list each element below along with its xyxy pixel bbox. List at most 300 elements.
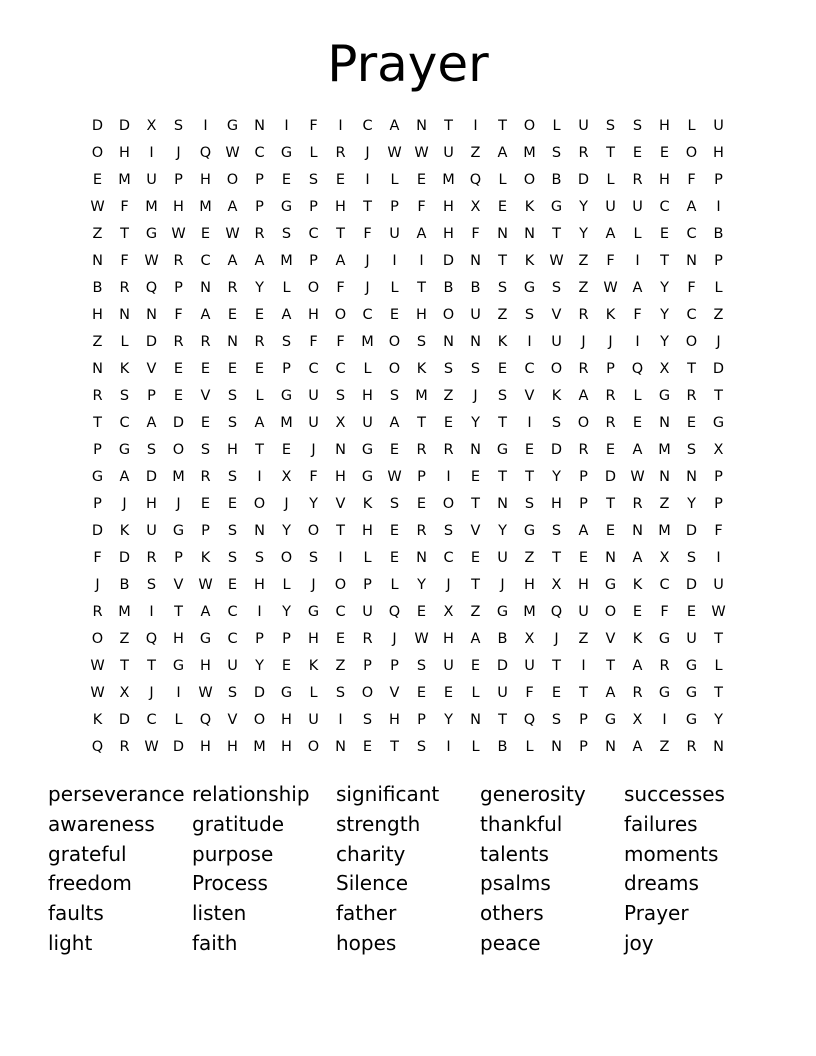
- grid-letter: G: [172, 658, 185, 674]
- grid-letter: U: [146, 172, 157, 188]
- grid-row: [84, 734, 732, 761]
- grid-letter: A: [632, 280, 643, 296]
- grid-letter: W: [387, 145, 402, 161]
- grid-letter: G: [685, 685, 698, 701]
- grid-letter: G: [226, 118, 239, 134]
- grid-letter: I: [446, 739, 451, 755]
- grid-letter: C: [119, 415, 130, 431]
- grid-letter: E: [227, 577, 238, 593]
- grid-letter: D: [604, 469, 617, 485]
- grid-letter: H: [335, 199, 346, 215]
- grid-letter: F: [417, 199, 426, 215]
- word-list-item: generosity: [480, 782, 586, 806]
- grid-row: [84, 518, 732, 545]
- grid-letter: O: [91, 145, 104, 161]
- grid-letter: I: [338, 712, 343, 728]
- grid-letter: G: [280, 199, 293, 215]
- grid-letter: U: [713, 577, 724, 593]
- grid-letter: C: [362, 118, 373, 134]
- grid-letter: J: [716, 334, 721, 350]
- grid-letter: F: [363, 226, 372, 242]
- grid-letter: R: [578, 361, 589, 377]
- word-list-item: failures: [624, 811, 698, 836]
- grid-letter: I: [716, 199, 721, 215]
- grid-letter: K: [632, 577, 643, 593]
- grid-letter: M: [442, 172, 455, 188]
- grid-letter: G: [118, 442, 131, 458]
- grid-letter: L: [363, 361, 372, 377]
- grid-letter: I: [176, 685, 181, 701]
- grid-row: [84, 653, 732, 680]
- grid-letter: F: [687, 172, 696, 188]
- grid-letter: X: [659, 361, 670, 377]
- grid-letter: H: [281, 712, 292, 728]
- grid-letter: S: [551, 415, 562, 431]
- grid-letter: Z: [578, 631, 589, 647]
- grid-letter: W: [414, 631, 429, 647]
- grid-letter: S: [227, 523, 238, 539]
- grid-letter: Y: [255, 280, 264, 296]
- grid-letter: L: [390, 577, 399, 593]
- grid-letter: E: [389, 442, 400, 458]
- grid-letter: Y: [579, 199, 588, 215]
- grid-letter: K: [92, 712, 103, 728]
- grid-letter: G: [658, 631, 671, 647]
- grid-letter: N: [146, 307, 157, 323]
- grid-letter: O: [91, 631, 104, 647]
- grid-letter: M: [415, 388, 428, 404]
- grid-letter: A: [227, 253, 238, 269]
- word-list-item: talents: [480, 841, 549, 866]
- grid-letter: S: [227, 685, 238, 701]
- grid-letter: W: [171, 226, 186, 242]
- grid-row: [84, 626, 732, 653]
- grid-letter: U: [524, 658, 535, 674]
- grid-letter: P: [255, 631, 264, 647]
- grid-letter: G: [685, 712, 698, 728]
- grid-letter: H: [443, 199, 454, 215]
- grid-letter: A: [632, 550, 643, 566]
- grid-letter: E: [200, 226, 211, 242]
- grid-letter: L: [687, 118, 696, 134]
- grid-row: [84, 437, 732, 464]
- grid-letter: H: [146, 496, 157, 512]
- grid-letter: U: [389, 226, 400, 242]
- grid-letter: P: [363, 577, 372, 593]
- grid-letter: R: [254, 226, 265, 242]
- grid-letter: A: [578, 388, 589, 404]
- grid-letter: N: [470, 442, 481, 458]
- grid-letter: P: [714, 253, 723, 269]
- grid-letter: P: [174, 280, 183, 296]
- grid-letter: J: [176, 145, 181, 161]
- grid-letter: F: [606, 253, 615, 269]
- grid-letter: C: [686, 307, 697, 323]
- grid-letter: R: [119, 280, 130, 296]
- grid-letter: R: [416, 523, 427, 539]
- grid-letter: S: [173, 118, 184, 134]
- grid-letter: N: [713, 739, 724, 755]
- grid-letter: B: [119, 577, 130, 593]
- grid-letter: Q: [145, 280, 158, 296]
- grid-letter: H: [254, 577, 265, 593]
- grid-letter: S: [335, 388, 346, 404]
- word-list-item: purpose: [192, 841, 274, 866]
- grid-row: [84, 194, 732, 221]
- grid-row: [84, 491, 732, 518]
- grid-letter: M: [361, 334, 374, 350]
- grid-letter: F: [336, 280, 345, 296]
- word-list-item: strength: [336, 811, 421, 836]
- grid-letter: N: [605, 550, 616, 566]
- grid-letter: Z: [524, 550, 535, 566]
- grid-letter: S: [632, 118, 643, 134]
- grid-letter: L: [471, 739, 480, 755]
- grid-row: [84, 383, 732, 410]
- word-list-item: light: [48, 930, 93, 955]
- grid-letter: A: [632, 658, 643, 674]
- grid-letter: X: [146, 118, 157, 134]
- grid-letter: S: [227, 469, 238, 485]
- grid-letter: C: [146, 712, 157, 728]
- grid-letter: N: [632, 523, 643, 539]
- grid-letter: H: [362, 388, 373, 404]
- grid-letter: S: [686, 550, 697, 566]
- grid-letter: B: [92, 280, 103, 296]
- grid-letter: F: [309, 469, 318, 485]
- grid-letter: Z: [713, 307, 724, 323]
- grid-letter: N: [497, 226, 508, 242]
- grid-letter: C: [443, 550, 454, 566]
- grid-letter: A: [281, 307, 292, 323]
- grid-letter: C: [335, 361, 346, 377]
- grid-letter: G: [658, 388, 671, 404]
- grid-letter: J: [149, 685, 154, 701]
- grid-letter: D: [118, 550, 131, 566]
- grid-letter: O: [442, 496, 455, 512]
- grid-letter: N: [686, 253, 697, 269]
- grid-letter: A: [227, 199, 238, 215]
- grid-letter: J: [284, 496, 289, 512]
- grid-letter: L: [606, 172, 615, 188]
- grid-letter: E: [632, 415, 643, 431]
- grid-letter: V: [551, 307, 562, 323]
- grid-letter: B: [497, 739, 508, 755]
- grid-letter: E: [416, 496, 427, 512]
- grid-letter: E: [497, 361, 508, 377]
- grid-letter: J: [608, 334, 613, 350]
- grid-letter: J: [581, 334, 586, 350]
- grid-letter: A: [605, 685, 616, 701]
- grid-letter: Y: [309, 496, 318, 512]
- grid-letter: A: [632, 442, 643, 458]
- grid-letter: W: [198, 685, 213, 701]
- grid-letter: E: [254, 361, 265, 377]
- grid-letter: E: [335, 172, 346, 188]
- grid-letter: S: [200, 442, 211, 458]
- grid-letter: P: [282, 631, 291, 647]
- grid-letter: N: [335, 739, 346, 755]
- grid-letter: E: [227, 496, 238, 512]
- grid-letter: S: [524, 496, 535, 512]
- grid-letter: N: [524, 226, 535, 242]
- grid-letter: A: [632, 739, 643, 755]
- grid-letter: G: [658, 685, 671, 701]
- grid-row: [84, 221, 732, 248]
- grid-letter: R: [92, 604, 103, 620]
- grid-letter: T: [147, 658, 156, 674]
- grid-letter: H: [524, 577, 535, 593]
- grid-letter: P: [390, 199, 399, 215]
- grid-letter: G: [523, 280, 536, 296]
- grid-letter: W: [711, 604, 726, 620]
- grid-letter: T: [174, 604, 183, 620]
- grid-letter: O: [442, 307, 455, 323]
- grid-letter: T: [552, 226, 561, 242]
- grid-letter: T: [444, 118, 453, 134]
- grid-letter: N: [416, 118, 427, 134]
- grid-letter: A: [254, 415, 265, 431]
- grid-letter: O: [577, 415, 590, 431]
- grid-letter: Y: [552, 469, 561, 485]
- grid-letter: P: [174, 172, 183, 188]
- grid-letter: P: [255, 199, 264, 215]
- grid-letter: T: [498, 253, 507, 269]
- grid-letter: W: [549, 253, 564, 269]
- word-list-item: Silence: [336, 871, 409, 896]
- grid-letter: K: [119, 361, 130, 377]
- grid-letter: D: [145, 469, 158, 485]
- grid-letter: L: [120, 334, 129, 350]
- grid-letter: J: [392, 631, 397, 647]
- grid-letter: G: [199, 631, 212, 647]
- grid-row: [84, 545, 732, 572]
- grid-letter: Q: [523, 712, 536, 728]
- word-list-item: awareness: [48, 811, 155, 836]
- grid-letter: U: [578, 604, 589, 620]
- grid-letter: X: [281, 469, 292, 485]
- grid-letter: S: [551, 280, 562, 296]
- grid-row: [84, 113, 732, 140]
- grid-letter: C: [227, 631, 238, 647]
- grid-letter: P: [579, 496, 588, 512]
- grid-letter: H: [551, 496, 562, 512]
- word-list-item: psalms: [480, 871, 551, 896]
- grid-letter: K: [632, 631, 643, 647]
- grid-letter: S: [443, 523, 454, 539]
- grid-letter: A: [470, 631, 481, 647]
- grid-letter: D: [172, 415, 185, 431]
- grid-letter: K: [119, 523, 130, 539]
- grid-letter: A: [254, 253, 265, 269]
- grid-letter: R: [632, 172, 643, 188]
- grid-letter: O: [253, 712, 266, 728]
- grid-letter: E: [686, 604, 697, 620]
- grid-letter: T: [390, 739, 399, 755]
- grid-letter: Z: [497, 307, 508, 323]
- grid-letter: H: [227, 739, 238, 755]
- grid-letter: S: [389, 388, 400, 404]
- page-title: Prayer: [327, 35, 489, 93]
- grid-letter: J: [554, 631, 559, 647]
- grid-letter: P: [579, 469, 588, 485]
- grid-letter: F: [336, 334, 345, 350]
- grid-letter: D: [577, 172, 590, 188]
- grid-letter: O: [334, 307, 347, 323]
- grid-letter: K: [308, 658, 319, 674]
- grid-letter: D: [712, 361, 725, 377]
- grid-letter: O: [685, 334, 698, 350]
- grid-row: [84, 329, 732, 356]
- grid-letter: W: [90, 658, 105, 674]
- grid-letter: E: [281, 658, 292, 674]
- grid-letter: B: [713, 226, 724, 242]
- grid-letter: J: [365, 280, 370, 296]
- grid-letter: J: [122, 496, 127, 512]
- grid-letter: N: [605, 739, 616, 755]
- grid-letter: F: [120, 199, 129, 215]
- grid-letter: A: [389, 415, 400, 431]
- grid-letter: C: [659, 577, 670, 593]
- grid-letter: C: [227, 604, 238, 620]
- grid-letter: M: [118, 172, 131, 188]
- grid-letter: R: [605, 415, 616, 431]
- grid-letter: U: [470, 307, 481, 323]
- grid-letter: Y: [687, 496, 696, 512]
- grid-letter: W: [225, 145, 240, 161]
- grid-letter: Q: [199, 145, 212, 161]
- grid-letter: P: [714, 496, 723, 512]
- grid-letter: N: [92, 253, 103, 269]
- grid-letter: Z: [659, 496, 670, 512]
- word-list-item: significant: [336, 782, 440, 806]
- grid-letter: N: [416, 550, 427, 566]
- grid-letter: O: [307, 280, 320, 296]
- grid-letter: N: [254, 118, 265, 134]
- grid-letter: G: [172, 523, 185, 539]
- grid-letter: D: [685, 577, 698, 593]
- grid-letter: W: [387, 469, 402, 485]
- grid-letter: X: [524, 631, 535, 647]
- word-list-item: faith: [192, 930, 238, 955]
- grid-letter: N: [335, 442, 346, 458]
- grid-letter: H: [119, 145, 130, 161]
- grid-letter: J: [95, 577, 100, 593]
- grid-letter: E: [578, 550, 589, 566]
- grid-letter: H: [308, 631, 319, 647]
- grid-letter: S: [416, 739, 427, 755]
- grid-letter: E: [389, 550, 400, 566]
- grid-letter: M: [145, 199, 158, 215]
- grid-letter: S: [335, 685, 346, 701]
- grid-letter: G: [307, 604, 320, 620]
- grid-letter: K: [416, 361, 427, 377]
- grid-letter: T: [120, 658, 129, 674]
- grid-letter: H: [713, 145, 724, 161]
- word-list-item: grateful: [48, 841, 127, 866]
- grid-letter: U: [146, 523, 157, 539]
- grid-letter: O: [685, 145, 698, 161]
- grid-letter: T: [336, 226, 345, 242]
- grid-letter: K: [605, 307, 616, 323]
- grid-letter: M: [199, 199, 212, 215]
- grid-letter: E: [281, 442, 292, 458]
- grid-letter: S: [146, 577, 157, 593]
- grid-letter: C: [686, 226, 697, 242]
- grid-row: [84, 410, 732, 437]
- grid-letter: G: [280, 145, 293, 161]
- grid-row: [84, 572, 732, 599]
- word-list-item: faults: [48, 901, 104, 926]
- grid-letter: N: [119, 307, 130, 323]
- grid-letter: F: [660, 604, 669, 620]
- word-list-item: Process: [192, 871, 268, 896]
- grid-letter: E: [470, 550, 481, 566]
- grid-letter: E: [335, 631, 346, 647]
- grid-letter: E: [92, 172, 103, 188]
- grid-letter: E: [659, 145, 670, 161]
- grid-letter: E: [686, 415, 697, 431]
- grid-letter: L: [255, 388, 264, 404]
- grid-letter: G: [280, 388, 293, 404]
- grid-letter: S: [551, 145, 562, 161]
- grid-letter: T: [714, 631, 723, 647]
- grid-letter: M: [658, 442, 671, 458]
- grid-letter: L: [633, 388, 642, 404]
- grid-letter: L: [471, 685, 480, 701]
- grid-letter: T: [363, 199, 372, 215]
- grid-letter: H: [281, 739, 292, 755]
- grid-letter: N: [470, 253, 481, 269]
- grid-letter: A: [686, 199, 697, 215]
- grid-letter: U: [578, 118, 589, 134]
- word-list-item: listen: [192, 901, 247, 926]
- grid-letter: W: [225, 226, 240, 242]
- grid-letter: H: [173, 631, 184, 647]
- grid-letter: X: [443, 604, 454, 620]
- grid-letter: E: [389, 523, 400, 539]
- grid-letter: T: [714, 388, 723, 404]
- grid-letter: I: [527, 334, 532, 350]
- grid-letter: V: [335, 496, 346, 512]
- grid-letter: E: [173, 388, 184, 404]
- grid-letter: C: [335, 604, 346, 620]
- grid-letter: R: [605, 388, 616, 404]
- grid-letter: H: [416, 307, 427, 323]
- grid-letter: O: [280, 550, 293, 566]
- grid-letter: O: [334, 577, 347, 593]
- grid-letter: Z: [578, 280, 589, 296]
- grid-letter: R: [659, 658, 670, 674]
- grid-letter: H: [362, 523, 373, 539]
- grid-letter: R: [686, 739, 697, 755]
- grid-row: [84, 680, 732, 707]
- grid-letter: D: [118, 118, 131, 134]
- grid-letter: P: [579, 739, 588, 755]
- grid-letter: W: [414, 145, 429, 161]
- grid-letter: T: [336, 523, 345, 539]
- grid-letter: O: [307, 739, 320, 755]
- grid-letter: R: [173, 253, 184, 269]
- grid-letter: K: [362, 496, 373, 512]
- grid-letter: T: [471, 496, 480, 512]
- grid-letter: Z: [92, 226, 103, 242]
- grid-letter: O: [523, 172, 536, 188]
- grid-letter: W: [90, 199, 105, 215]
- grid-letter: U: [308, 388, 319, 404]
- grid-letter: E: [632, 604, 643, 620]
- grid-letter: G: [550, 199, 563, 215]
